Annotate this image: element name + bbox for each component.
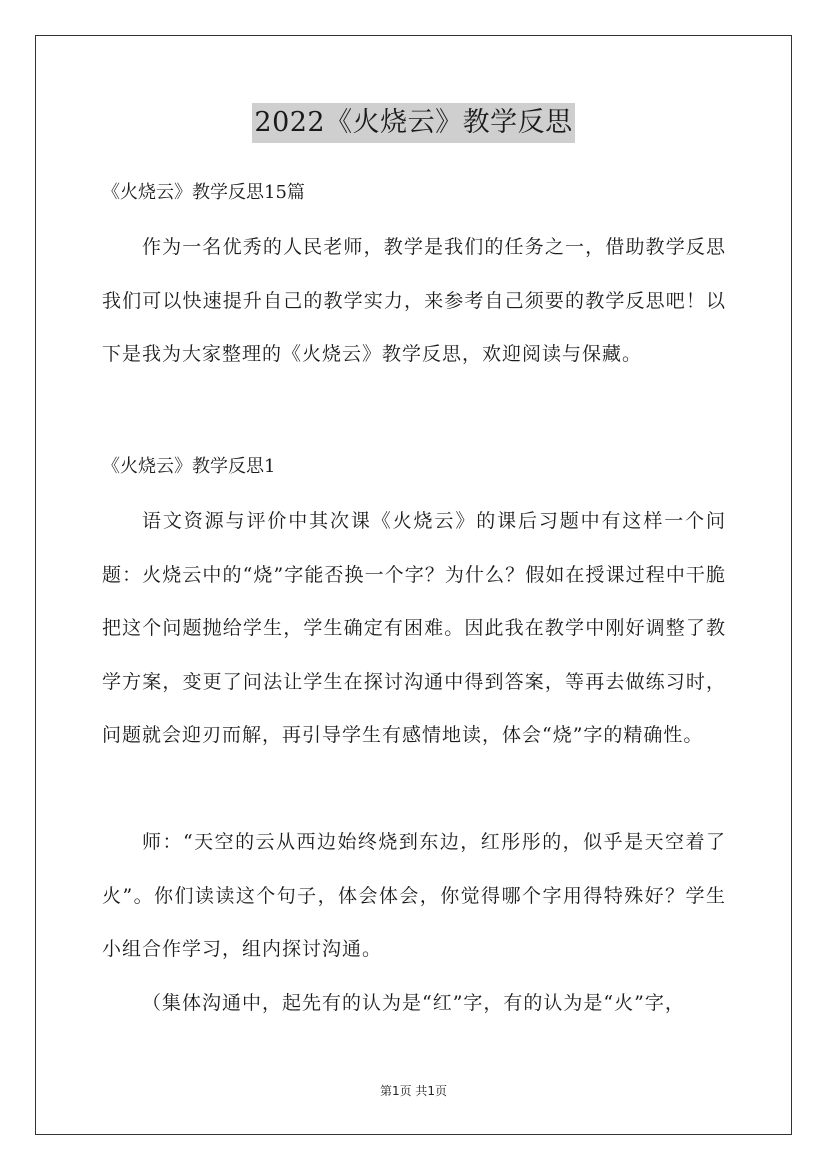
document-title: 2022《火烧云》教学反思 [252,103,574,143]
body-paragraph: （集体沟通中，起先有的认为是“红”字，有的认为是“火”字， [142,992,685,1014]
section-heading: 《火烧云》教学反思1 [102,456,276,477]
title-container [0,103,827,143]
body-paragraph: 语文资源与评价中其次课《火烧云》的课后习题中有这样一个问题：火烧云中的“烧”字能否换一个字？为什么？假如在授课过程中干脆把这个问题抛给学生，学生确定有困难。因此我在教学中刚好调整了教学方案，变更了问法让学生在探讨沟通中得到答案，等再去做练习时，问题就会迎刃而解，再引导学生有感情地读，体会“烧”字的精确性。 [102,510,726,746]
body-paragraph: 师：“天空的云从西边始终烧到东边，红彤彤的，似乎是天空着了火”。你们读读这个句子，体会体会，你觉得哪个字用得特殊好？学生小组合作学习，组内探讨沟通。 [102,831,726,960]
page-footer: 第1页 共1页 [379,1084,448,1098]
document-subtitle: 《火烧云》教学反思15篇 [102,182,305,203]
intro-paragraph: 作为一名优秀的人民老师，教学是我们的任务之一，借助教学反思我们可以快速提升自己的教学实力，来参考自己须要的教学反思吧！以下是我为大家整理的《火烧云》教学反思，欢迎阅读与保藏。 [102,236,726,365]
